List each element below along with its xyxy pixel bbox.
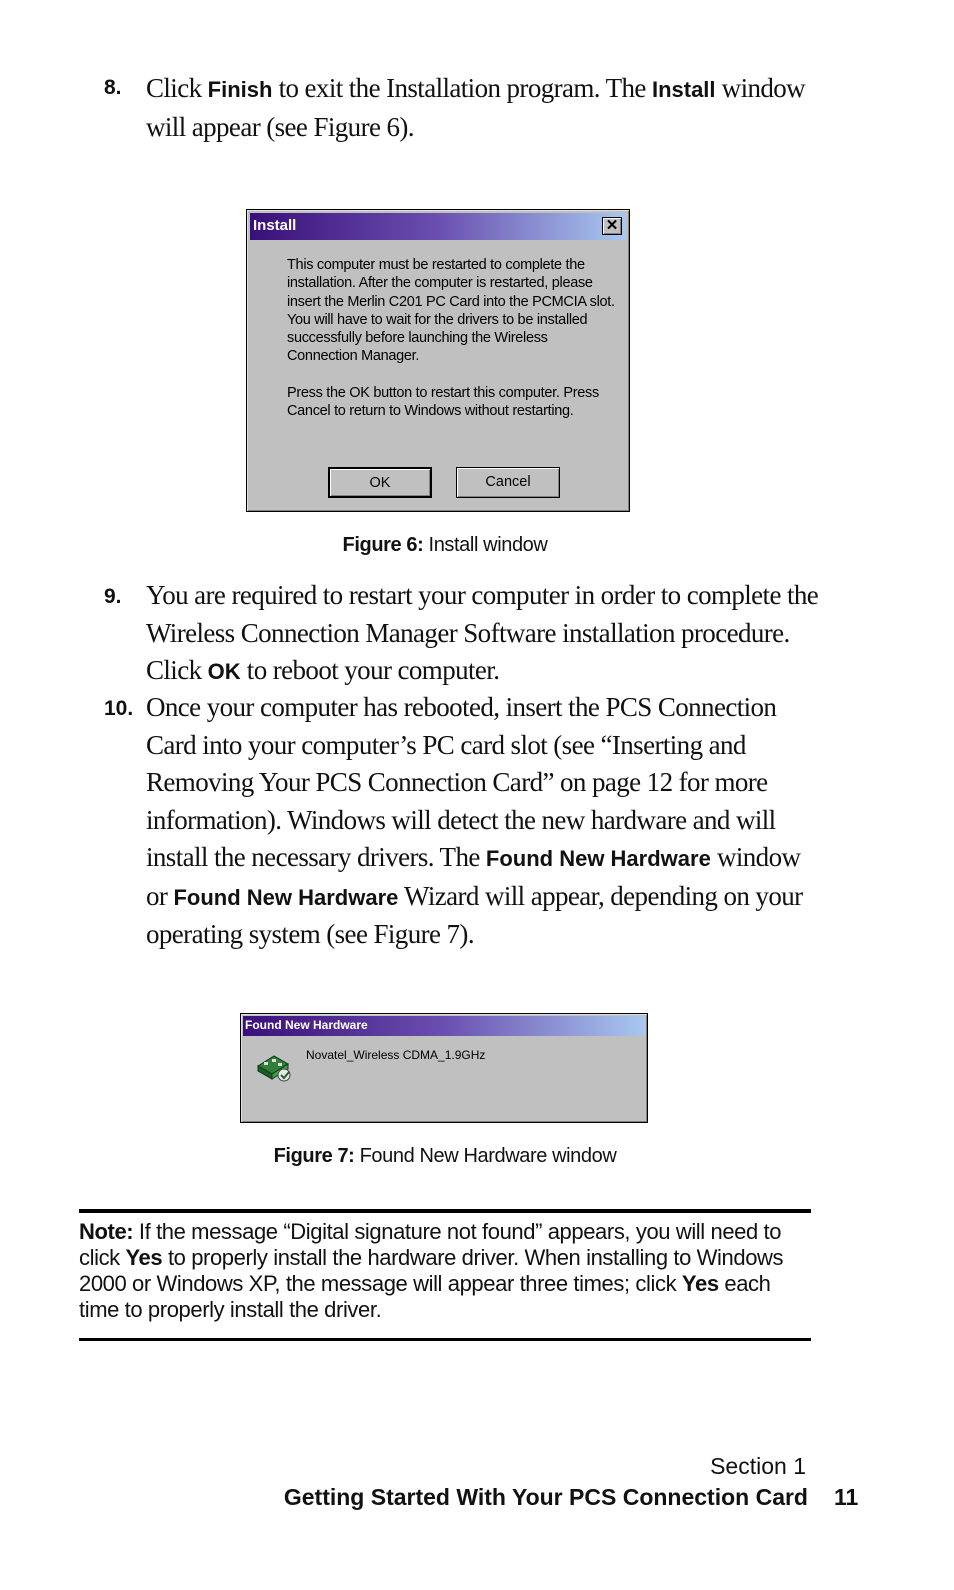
device-name: Novatel_Wireless CDMA_1.9GHz (306, 1048, 486, 1062)
step-number: 8. (104, 76, 122, 99)
step-text: Once your computer has rebooted, insert the PCS Connection Card into your computer’s PC card slot (see “Inserting and Removing Your PCS Connection Card” on page 12 for more information). Windows will detect the new hardware and will install the necessary drivers. The Found New Hardware window or Found New Hardware Wizard will appear, depending on your operating system (see Figure 7). (146, 692, 803, 949)
ok-button[interactable]: OK (328, 467, 432, 498)
step-number: 10. (104, 697, 134, 720)
footer-chapter: Getting Started With Your PCS Connection Card (283, 1484, 808, 1510)
step-9 (104, 577, 824, 691)
figure-7-caption: Figure 7: Found New Hardware window (273, 1145, 617, 1167)
step-10 (104, 689, 824, 954)
note-box (79, 1209, 811, 1341)
dialog-title: Found New Hardware (245, 1018, 368, 1032)
step-text: You are required to restart your computer in order to complete the Wireless Connection Manager Software installation procedure. Click OK to reboot your computer. (146, 580, 819, 685)
step-8 (104, 70, 824, 146)
step-number: 9. (104, 585, 122, 608)
title-bar (250, 213, 626, 240)
note-text: Note: If the message “Digital signature not found” appears, you will need to click Yes to properly install the hardware driver. When installing to Windows 2000 or Windows XP, the message will appear three times; click Yes each time to properly install the driver. (79, 1219, 784, 1322)
step-text: Click Finish to exit the Installation program. The Install window will appear (see Figure 6). (146, 73, 806, 142)
close-icon[interactable]: ✕ (602, 217, 622, 235)
figure-6-caption: Figure 6: Install window (342, 534, 548, 556)
cancel-button[interactable]: Cancel (456, 467, 560, 498)
dialog-title: Install (253, 217, 297, 234)
title-bar (243, 1016, 645, 1036)
page-number: 11 (834, 1484, 859, 1510)
hardware-icon (254, 1048, 292, 1084)
install-dialog (246, 209, 630, 512)
dialog-message: This computer must be restarted to complete the installation. After the computer is restarted, please insert the Merlin C201 PC Card into the PCMCIA slot. You will have to wait for the drivers to be installed successfully before launching the Wireless Connection Manager. Press the OK button to restart this computer. Press Cancel to return to Windows without restarting. (287, 257, 615, 420)
footer-section: Section 1 (710, 1453, 806, 1479)
found-new-hardware-dialog (240, 1013, 648, 1123)
